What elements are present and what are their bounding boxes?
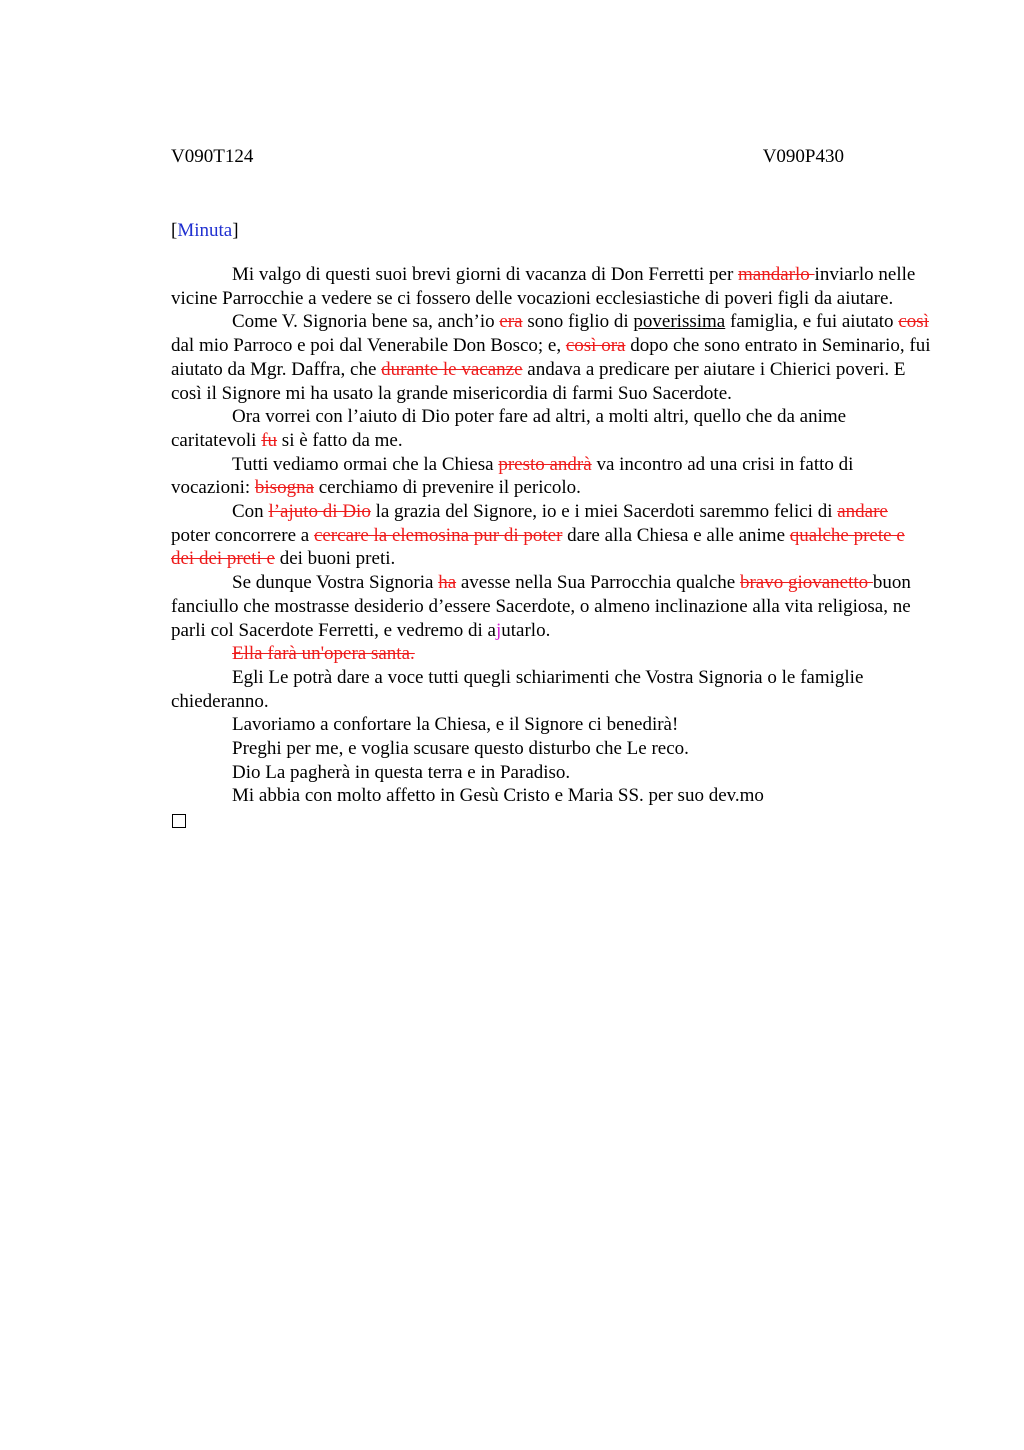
end-marker — [171, 808, 931, 835]
paragraph-6 — [171, 571, 931, 642]
section-label — [171, 219, 931, 243]
document-header — [171, 145, 844, 169]
paragraph-7 — [171, 642, 931, 666]
text-run: Se dunque Vostra Signoria — [232, 572, 439, 594]
paragraph-8 — [171, 666, 931, 713]
deleted-text: ha — [438, 572, 457, 594]
deleted-text: così ora — [565, 335, 626, 357]
deleted-text: era — [499, 311, 523, 333]
square-end-icon — [172, 814, 186, 828]
text-run: dal mio Parroco e poi dal Venerabile Don Bosco; e, — [171, 335, 566, 357]
text-run: Ora vorrei con l’aiuto di Dio poter fare ad altri, a molti altri, quello che da anime caritatevoli — [171, 406, 847, 451]
paragraph-4 — [171, 453, 931, 500]
text-run: Lavoriamo a confortare la Chiesa, e il Signore ci benedirà! — [232, 714, 679, 736]
deleted-text: l’ajuto di Dio — [268, 501, 371, 523]
text-run: dopo che sono entrato in Seminario, fui aiutato da Mgr. Daffra, che — [171, 335, 931, 380]
text-run: famiglia, e fui aiutato — [725, 311, 899, 333]
paragraph-12 — [171, 784, 931, 808]
text-run: Preghi per me, e voglia scusare questo disturbo che Le reco. — [232, 738, 689, 760]
paragraph-10 — [171, 737, 931, 761]
inserted-text: j — [495, 619, 502, 641]
deleted-text: così — [898, 311, 929, 333]
deleted-text: mandarlo — [738, 264, 815, 285]
deleted-text: andare — [837, 501, 888, 523]
deleted-text: Ella farà un'opera santa. — [232, 643, 415, 665]
deleted-text: bisogna — [254, 477, 314, 499]
text-run: Egli Le potrà dare a voce tutti quegli schiarimenti che Vostra Signoria o le famiglie chiederanno. — [171, 666, 864, 712]
text-run: utarlo. — [501, 619, 551, 641]
paragraph-5 — [171, 500, 931, 571]
label-open-bracket: [ — [171, 220, 178, 241]
text-run: la grazia del Signore, io e i miei Sacerdoti saremmo felici di — [370, 501, 838, 523]
deleted-text: qualche prete e dei dei preti e — [171, 524, 905, 570]
underlined-text: poverissima — [633, 311, 726, 333]
right-code: V090P430 — [762, 146, 844, 167]
text-run: Dio La pagherà in questa terra e in Paradiso. — [232, 761, 571, 783]
paragraph-1 — [171, 263, 931, 310]
paragraph-2 — [171, 310, 931, 405]
text-run: Con — [232, 501, 269, 523]
text-run: Mi abbia con molto affetto in Gesù Cristo e Maria SS. per suo dev.mo — [232, 785, 764, 807]
deleted-text: fu — [261, 429, 278, 451]
text-run: dare alla Chiesa e alle anime — [562, 524, 790, 546]
paragraph-3 — [171, 405, 931, 452]
label-close-bracket: ] — [232, 220, 239, 241]
text-run: avesse nella Sua Parrocchia qualche — [456, 572, 740, 594]
label-text: Minuta — [177, 220, 233, 241]
letter-body — [171, 263, 931, 835]
text-run: inviarlo nelle vicine Parrocchie a vedere se ci fossero delle vocazioni ecclesiastiche di poveri figli da aiutare. — [171, 264, 916, 309]
text-run: Come V. Signoria bene sa, anch’io — [232, 311, 500, 333]
text-run: cerchiamo di prevenire il pericolo. — [314, 477, 581, 499]
text-run: dei buoni preti. — [274, 548, 396, 570]
text-run: sono figlio di — [522, 311, 634, 333]
paragraph-11 — [171, 761, 931, 785]
deleted-text: cercare la elemosina pur di poter — [313, 524, 563, 546]
text-run: Mi valgo di questi suoi brevi giorni di vacanza di Don Ferretti per — [232, 264, 739, 285]
deleted-text: bravo giovanetto — [739, 572, 873, 594]
document-page — [171, 145, 931, 835]
text-run: Tutti vediamo ormai che la Chiesa — [232, 453, 499, 475]
deleted-text: durante le vacanze — [381, 358, 523, 380]
deleted-text: presto andrà — [498, 453, 592, 475]
paragraph-9 — [171, 713, 931, 737]
text-run: va incontro ad una crisi in fatto di vocazioni: — [171, 453, 854, 499]
left-code: V090T124 — [171, 146, 254, 167]
text-run: si è fatto da me. — [277, 429, 403, 451]
text-run: poter concorrere a — [171, 524, 314, 546]
text-run: andava a predicare per aiutare i Chierici poveri. E così il Signore mi ha usato la grande misericordia di farmi Suo Sacerdote. — [171, 358, 906, 404]
text-run: buon fanciullo che mostrasse desiderio d’essere Sacerdote, o almeno inclinazione alla vita religiosa, ne parli col Sacerdote Ferretti, e vedremo di a — [171, 572, 911, 641]
